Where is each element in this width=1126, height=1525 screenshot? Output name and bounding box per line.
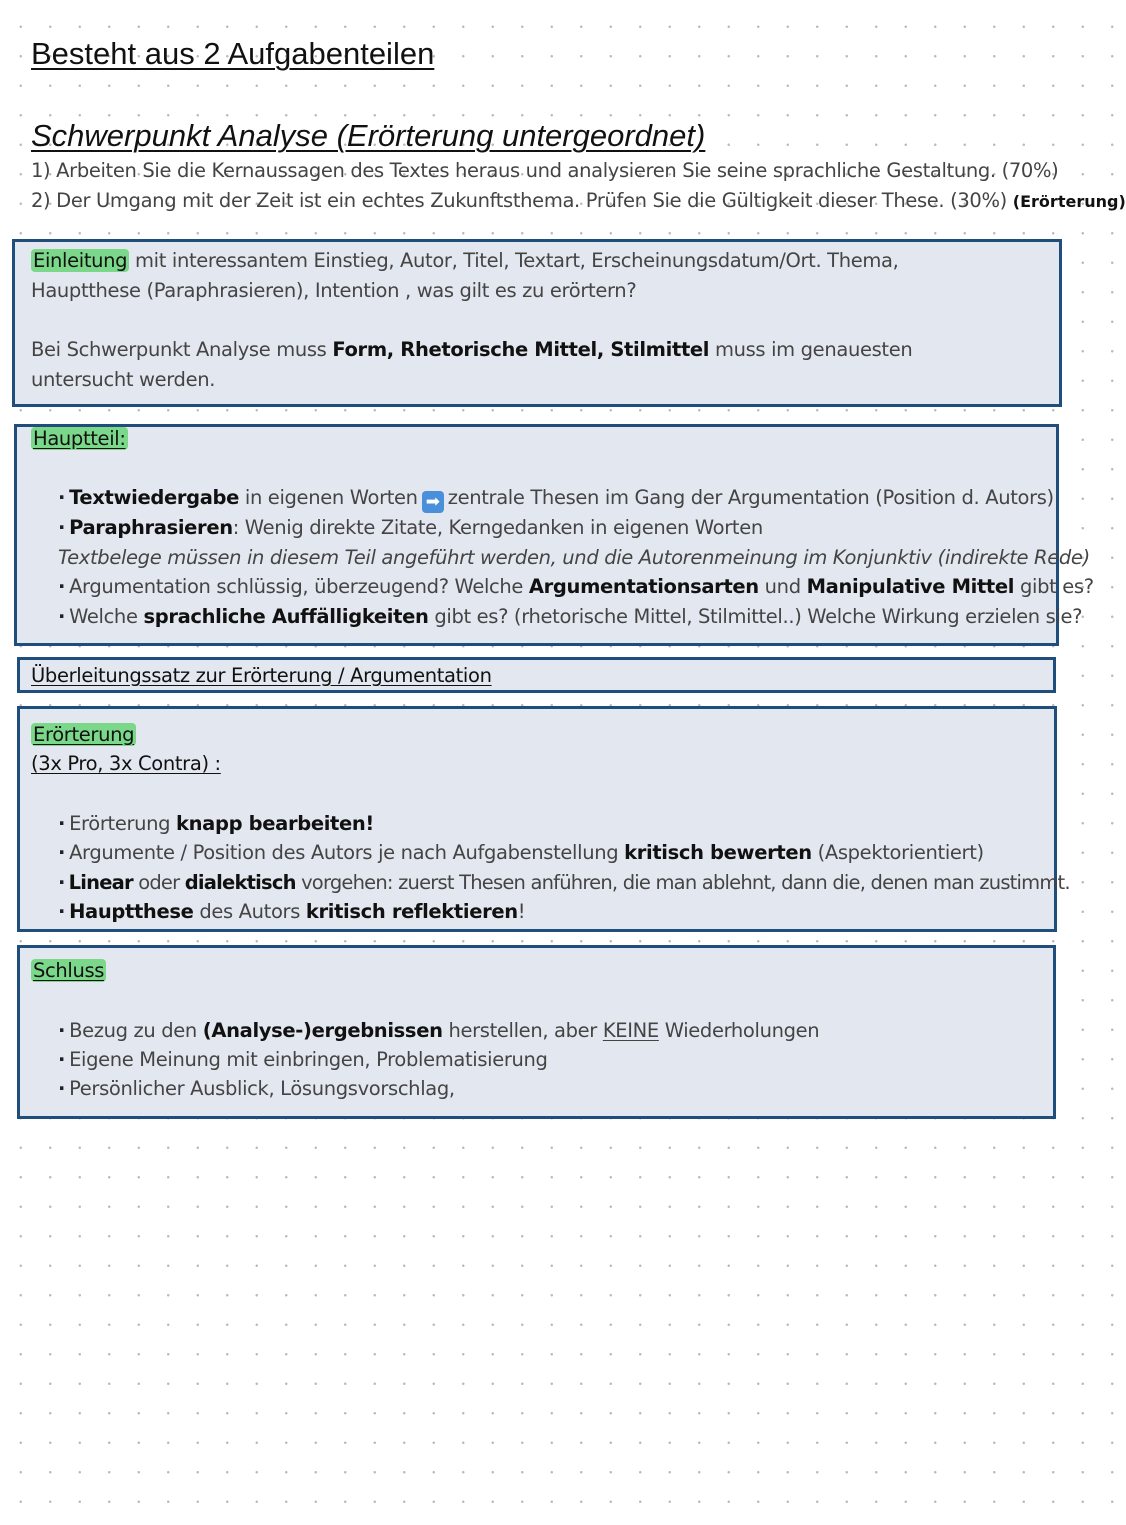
schluss-b1-underlined: KEINE: [602, 1019, 659, 1042]
eroerterung-b4-b: des Autors: [193, 900, 306, 923]
hauptteil-heading-line: [31, 424, 128, 454]
bullet-icon: ·: [58, 841, 66, 864]
hauptteil-b3-a: Argumentation schlüssig, überzeugend? Welche: [69, 575, 529, 598]
einleitung-line-2: Hauptthese (Paraphrasieren), Intention , was gilt es zu erörtern?: [31, 279, 637, 302]
einleitung-line-3: [31, 335, 912, 365]
eroerterung-b2-a: Argumente / Position des Autors je nach Aufgabenstellung: [69, 841, 625, 864]
hauptteil-b3-e: gibt es?: [1014, 575, 1094, 598]
eroerterung-b3-bold-1: Linear: [68, 871, 133, 894]
hauptteil-b3-bold-2: Manipulative Mittel: [806, 575, 1015, 598]
ueberleitung-text: Überleitungssatz zur Erörterung / Argumentation: [31, 664, 492, 687]
eroerterung-b4-bold-2: kritisch reflektieren: [305, 900, 518, 923]
hauptteil-bullet-2: [58, 513, 763, 543]
hauptteil-b4-a: Welche: [69, 605, 144, 628]
hauptteil-b1-bold: Textwiedergabe: [69, 486, 240, 509]
bullet-icon: ·: [58, 812, 66, 835]
task-1: 1) Arbeiten Sie die Kernaussagen des Textes heraus und analysieren Sie seine sprachliche Gestaltung. (70%): [31, 159, 1059, 182]
hauptteil-b2-bold: Paraphrasieren: [69, 516, 233, 539]
page-title: Besteht aus 2 Aufgabenteilen: [31, 36, 435, 71]
bullet-icon: ·: [58, 486, 66, 509]
eroerterung-heading-line: [31, 720, 136, 750]
schluss-bullet-1: [58, 1016, 819, 1046]
hauptteil-b1-rest: zentrale Thesen im Gang der Argumentation (Position d. Autors): [447, 486, 1054, 509]
einleitung-line-4: untersucht werden.: [31, 368, 216, 391]
hauptteil-bullet-4: [58, 602, 1082, 632]
hauptteil-bullet-3: [58, 572, 1094, 602]
task-2-note: (Erörterung): [1012, 192, 1126, 211]
schluss-b1-bold: (Analyse-)ergebnissen: [202, 1019, 443, 1042]
einleitung-line-1-text: mit interessantem Einstieg, Autor, Titel, Textart, Erscheinungsdatum/Ort. Thema,: [129, 249, 899, 272]
eroerterung-bullet-4: [58, 897, 525, 927]
task-2: [31, 189, 1126, 212]
bullet-icon: ·: [58, 871, 65, 894]
hauptteil-b4-bold: sprachliche Auffälligkeiten: [143, 605, 429, 628]
arrow-right-icon: ➡: [422, 491, 444, 513]
eroerterung-subheading: (3x Pro, 3x Contra) :: [31, 752, 221, 775]
schluss-b1-c: herstellen, aber: [442, 1019, 603, 1042]
eroerterung-bullet-2: [58, 838, 984, 868]
schluss-b1-e: Wiederholungen: [658, 1019, 820, 1042]
task-2-text: 2) Der Umgang mit der Zeit ist ein echtes Zukunftsthema. Prüfen Sie die Gültigkeit dieser These. (30%): [31, 189, 1007, 212]
schluss-bullet-3: [58, 1074, 455, 1104]
bullet-icon: ·: [58, 1019, 66, 1042]
eroerterung-heading: Erörterung: [33, 723, 135, 746]
eroerterung-b4-d: !: [517, 900, 526, 923]
eroerterung-b1-bold: knapp bearbeiten!: [176, 812, 374, 835]
hauptteil-b3-c: und: [758, 575, 807, 598]
eroerterung-b3-b: oder: [132, 871, 185, 894]
eroerterung-b4-bold-1: Hauptthese: [69, 900, 194, 923]
schluss-b1-a: Bezug zu den: [69, 1019, 203, 1042]
bullet-icon: ·: [58, 1048, 66, 1071]
bullet-icon: ·: [58, 575, 66, 598]
hauptteil-bullet-1: [58, 483, 1054, 513]
hauptteil-b2-text: : Wenig direkte Zitate, Kerngedanken in eigenen Worten: [232, 516, 763, 539]
eroerterung-bullet-1: [58, 809, 374, 839]
eroerterung-b3-d: vorgehen: zuerst Thesen anführen, die man ablehnt, dann die, denen man zustimmt.: [295, 871, 1070, 894]
schluss-heading: Schluss: [33, 959, 105, 982]
hauptteil-b4-c: gibt es? (rhetorische Mittel, Stilmittel..) Welche Wirkung erzielen sie?: [428, 605, 1083, 628]
bullet-icon: ·: [58, 1077, 66, 1100]
einleitung-line-3-bold: Form, Rhetorische Mittel, Stilmittel: [332, 338, 710, 361]
hauptteil-heading: Hauptteil:: [33, 427, 126, 450]
hauptteil-italic-note: Textbelege müssen in diesem Teil angeführt werden, und die Autorenmeinung im Konjunktiv (indirekte Rede): [58, 546, 1090, 569]
hauptteil-b3-bold-1: Argumentationsarten: [528, 575, 759, 598]
eroerterung-b2-c: (Aspektorientiert): [811, 841, 984, 864]
eroerterung-b2-bold: kritisch bewerten: [624, 841, 812, 864]
schluss-heading-line: [31, 956, 106, 986]
section-subtitle: Schwerpunkt Analyse (Erörterung untergeordnet): [31, 118, 706, 153]
einleitung-heading: Einleitung: [33, 249, 128, 272]
hauptteil-b1-text: in eigenen Worten: [239, 486, 418, 509]
bullet-icon: ·: [58, 605, 66, 628]
eroerterung-b1-a: Erörterung: [69, 812, 177, 835]
schluss-b3-text: Persönlicher Ausblick, Lösungsvorschlag,: [69, 1077, 455, 1100]
einleitung-line-1: [31, 246, 899, 276]
schluss-b2-text: Eigene Meinung mit einbringen, Problematisierung: [69, 1048, 548, 1071]
bullet-icon: ·: [58, 900, 66, 923]
eroerterung-bullet-3: [58, 868, 1070, 898]
einleitung-line-3-c: muss im genauesten: [709, 338, 913, 361]
bullet-icon: ·: [58, 516, 66, 539]
eroerterung-b3-bold-2: dialektisch: [184, 871, 296, 894]
schluss-bullet-2: [58, 1045, 548, 1075]
einleitung-line-3-a: Bei Schwerpunkt Analyse muss: [31, 338, 333, 361]
